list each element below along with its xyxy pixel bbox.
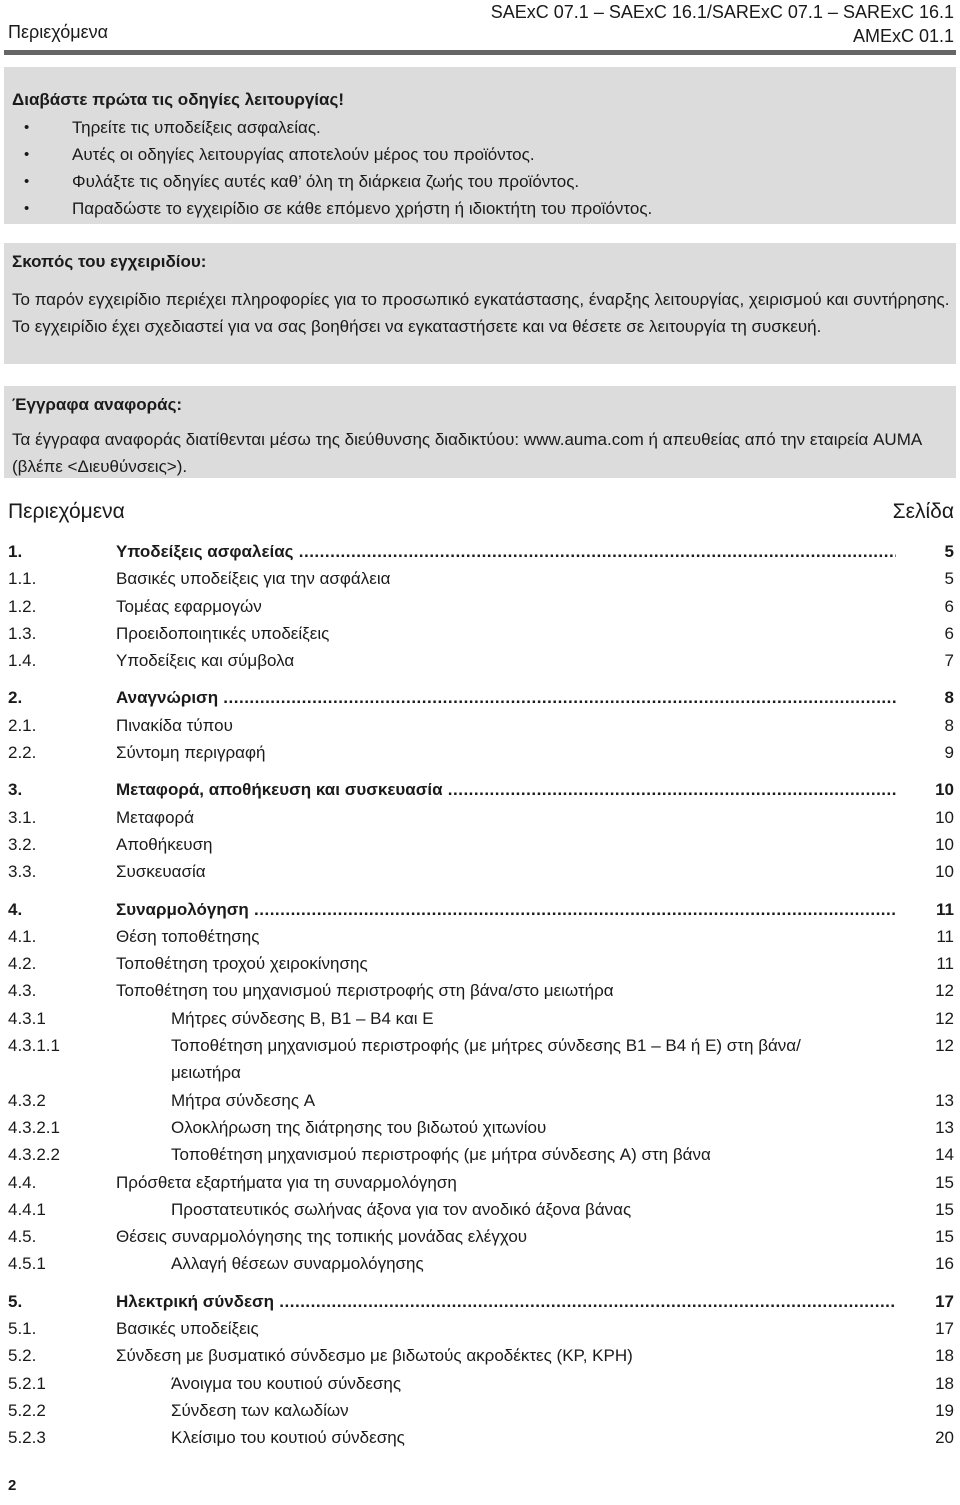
- toc-entry-number: 4.3.: [8, 981, 37, 1001]
- notice-bullet: • Φυλάξτε τις οδηγίες αυτές καθ’ όλη τη διάρκεια ζωής του προϊόντος.: [12, 168, 956, 195]
- toc-entry-page: 13: [935, 1090, 954, 1110]
- toc-chapter-entry[interactable]: [8, 1288, 954, 1315]
- toc-entry-page: 14: [935, 1145, 954, 1165]
- purpose-text: Το παρόν εγχειρίδιο περιέχει πληροφορίες για το προσωπικό εγκατάστασης, έναρξης λειτουργίας, χειρισμού και συντήρησης. Το εγχειρίδιο έχει σχεδιαστεί για να σας βοηθήσει να εγκαταστήσετε και να θέσετε σε λειτουργία τη συσκευή.: [12, 290, 950, 336]
- toc-entry-number: 4.3.1: [8, 1008, 46, 1028]
- toc-chapter-entry[interactable]: [8, 538, 954, 565]
- toc-entry-page: 6: [944, 596, 954, 616]
- references-title: Έγγραφα αναφοράς:: [12, 395, 183, 414]
- toc-entry[interactable]: [8, 1424, 954, 1451]
- toc-entry-title: Κλείσιμο του κουτιού σύνδεσης: [171, 1428, 405, 1448]
- toc-entry-title: Μήτρες σύνδεσης B, B1 – B4 και E: [171, 1008, 434, 1028]
- notice-bullet: • Παραδώστε το εγχειρίδιο σε κάθε επόμενο χρήστη ή ιδιοκτήτη του προϊόντος.: [12, 195, 956, 222]
- toc-entry-number: 1.2.: [8, 596, 37, 616]
- toc-entry-page: 15: [935, 1227, 954, 1247]
- toc-entry-number: 2.: [8, 688, 23, 708]
- page-header: [0, 0, 960, 60]
- toc-entry[interactable]: [8, 593, 954, 620]
- header-product-models: [491, 0, 954, 48]
- toc-entry-title: Τοποθέτηση μηχανισμού περιστροφής (με μήτρες σύνδεσης B1 – B4 ή E) στη βάνα/μειωτήρα: [171, 1036, 801, 1083]
- toc-entry-title: Τοποθέτηση του μηχανισμού περιστροφής στη βάνα/στο μειωτήρα: [116, 981, 614, 1001]
- toc-entry-title: Θέση τοποθέτησης: [116, 926, 260, 946]
- toc-entry-page: 11: [936, 926, 954, 946]
- toc-entry-number: 4.: [8, 899, 23, 919]
- toc-entry-page: 12: [935, 1036, 954, 1056]
- toc-entry-number: 3.2.: [8, 834, 37, 854]
- toc-entry[interactable]: [8, 831, 954, 858]
- toc-entry[interactable]: [8, 858, 954, 885]
- toc-entry-title: Θέσεις συναρμολόγησης της τοπικής μονάδας ελέγχου: [116, 1227, 528, 1247]
- toc-entry-page: 15: [935, 1199, 954, 1219]
- toc-entry-number: 1.: [8, 542, 23, 561]
- notice-title: Διαβάστε πρώτα τις οδηγίες λειτουργίας!: [12, 90, 344, 109]
- toc-entry-number: 2.2.: [8, 743, 37, 763]
- toc-entry-number: 5.2.3: [8, 1428, 46, 1448]
- toc-entry-title: Υποδείξεις ασφαλείας .....: [116, 538, 896, 565]
- toc-entry[interactable]: [8, 1032, 954, 1087]
- toc-entry-page: 10: [935, 807, 954, 827]
- toc-entry[interactable]: [8, 620, 954, 647]
- toc-entry-page: 5: [927, 538, 954, 565]
- toc-entry-number: 4.4.: [8, 1172, 37, 1192]
- toc-entry-number: 4.3.2: [8, 1090, 46, 1110]
- header-models-line2: AMExC 01.1: [852, 26, 954, 46]
- purpose-title: Σκοπός του εγχειριδίου:: [12, 252, 207, 271]
- toc-entry[interactable]: [8, 1169, 954, 1196]
- toc-entry[interactable]: [8, 1342, 954, 1369]
- toc-entry-title: Πρόσθετα εξαρτήματα για τη συναρμολόγηση: [116, 1172, 457, 1192]
- toc-entry-number: 4.5.1: [8, 1254, 46, 1274]
- toc-entry-number: 5.1.: [8, 1319, 37, 1339]
- toc-heading: Περιεχόμενα: [8, 500, 125, 523]
- toc-entry-title: Τομέας εφαρμογών: [116, 596, 262, 616]
- notice-box: [4, 67, 956, 224]
- toc-entry-title: Συναρμολόγηση .....: [116, 896, 896, 923]
- toc-entry-title: Αποθήκευση: [116, 834, 213, 854]
- page-number: 2: [8, 1477, 17, 1494]
- toc-entry[interactable]: [8, 950, 954, 977]
- toc-entry-page: 16: [935, 1254, 954, 1274]
- toc-entry[interactable]: [8, 1223, 954, 1250]
- notice-bullet-list: [12, 114, 956, 222]
- toc-entry[interactable]: [8, 1315, 954, 1342]
- toc-entry[interactable]: [8, 712, 954, 739]
- toc-entry-number: 5.2.2: [8, 1400, 46, 1420]
- toc-entry-page: 7: [944, 651, 954, 671]
- toc-header: [8, 500, 954, 528]
- toc-entry-title: Βασικές υποδείξεις για την ασφάλεια: [116, 569, 391, 589]
- purpose-box: [4, 243, 956, 364]
- toc-entry[interactable]: [8, 1087, 954, 1114]
- toc-chapter-entry[interactable]: [8, 776, 954, 803]
- toc-chapter-entry[interactable]: [8, 896, 954, 923]
- toc-entry-page: 11: [918, 896, 954, 923]
- toc-entry[interactable]: [8, 1250, 954, 1277]
- toc-entry-title: Τοποθέτηση μηχανισμού περιστροφής (με μήτρα σύνδεσης A) στη βάνα: [171, 1145, 711, 1165]
- toc-entry-title: Μεταφορά, αποθήκευση και συσκευασία .....: [116, 776, 896, 803]
- toc-chapter-entry[interactable]: [8, 684, 954, 711]
- toc-entry-number: 3.1.: [8, 807, 37, 827]
- toc-entry-title: Μεταφορά: [116, 807, 195, 827]
- toc-entry-page: 17: [935, 1319, 954, 1339]
- toc-entry-page: 12: [935, 1008, 954, 1028]
- toc-entry-title: Μήτρα σύνδεσης A: [171, 1090, 316, 1110]
- references-text: Τα έγγραφα αναφοράς διατίθενται μέσω της διεύθυνσης διαδικτύου: www.auma.com ή απευθείας από την εταιρεία AUMA (βλέπε <Διευθύνσεις>).: [12, 430, 922, 476]
- toc-entry-title: Ολοκλήρωση της διάτρησης του βιδωτού χιτωνίου: [171, 1117, 547, 1137]
- toc-entry-number: 3.: [8, 780, 23, 800]
- toc-entry-title: Πινακίδα τύπου: [116, 715, 233, 735]
- toc-entry-page: 12: [935, 981, 954, 1001]
- toc-entry-page: 9: [944, 743, 954, 763]
- toc-entry-page: 13: [935, 1117, 954, 1137]
- toc-page-heading: Σελίδα: [892, 500, 954, 523]
- toc-entry[interactable]: [8, 1397, 954, 1424]
- toc-entry[interactable]: [8, 1141, 954, 1168]
- notice-bullet: • Αυτές οι οδηγίες λειτουργίας αποτελούν μέρος του προϊόντος.: [12, 141, 956, 168]
- toc-entry-title: Ηλεκτρική σύνδεση .....: [116, 1288, 896, 1315]
- toc-entry-number: 5.2.: [8, 1346, 37, 1366]
- toc-entry[interactable]: [8, 739, 954, 766]
- toc-entry-number: 4.5.: [8, 1227, 37, 1247]
- toc-entry-number: 4.3.1.1: [8, 1036, 60, 1056]
- toc-entry-page: 11: [936, 954, 954, 974]
- toc-entry-number: 5.: [8, 1291, 23, 1311]
- header-models-line1: SAExC 07.1 – SAExC 16.1/SARExC 07.1 – SARExC 16.1: [490, 2, 954, 22]
- toc-entry[interactable]: [8, 1196, 954, 1223]
- toc-entry-page: 10: [917, 776, 954, 803]
- toc-entry[interactable]: [8, 804, 954, 831]
- toc-entry-title: Προστατευτικός σωλήνας άξονα για τον ανοδικό άξονα βάνας: [171, 1199, 632, 1219]
- toc-entry-number: 1.3.: [8, 623, 37, 643]
- toc-entry-page: 19: [935, 1400, 954, 1420]
- toc-entry-page: 10: [935, 862, 954, 882]
- toc-entry[interactable]: [8, 1005, 954, 1032]
- toc-entry-page: 18: [935, 1346, 954, 1366]
- toc-entry-title: Αλλαγή θέσεων συναρμολόγησης: [171, 1254, 424, 1274]
- toc-entry-title: Σύνδεση με βυσματικό σύνδεσμο με βιδωτούς ακροδέκτες (KP, KPH): [116, 1346, 633, 1366]
- toc-entry-title: Συσκευασία: [116, 862, 206, 882]
- toc-entry-page: 8: [944, 715, 954, 735]
- toc-entry-title: Σύντομη περιγραφή: [116, 743, 266, 763]
- toc-entry-page: 5: [944, 569, 954, 589]
- notice-bullet: • Τηρείτε τις υποδείξεις ασφαλείας.: [12, 114, 956, 141]
- header-divider: [4, 50, 956, 55]
- table-of-contents: [8, 538, 954, 1452]
- toc-entry-page: 20: [935, 1428, 954, 1448]
- toc-entry[interactable]: [8, 1370, 954, 1397]
- toc-entry-number: 3.3.: [8, 862, 37, 882]
- toc-entry-number: 4.3.2.2: [8, 1145, 60, 1165]
- toc-entry-number: 1.4.: [8, 651, 37, 671]
- toc-entry[interactable]: [8, 977, 954, 1004]
- toc-entry-title: Τοποθέτηση τροχού χειροκίνησης: [116, 954, 368, 974]
- toc-entry-page: 17: [917, 1288, 954, 1315]
- toc-entry-title: Σύνδεση των καλωδίων: [171, 1400, 349, 1420]
- toc-entry-number: 4.4.1: [8, 1199, 46, 1219]
- toc-entry-title: Προειδοποιητικές υποδείξεις: [116, 623, 330, 643]
- toc-entry-page: 10: [935, 834, 954, 854]
- toc-entry-page: 6: [944, 623, 954, 643]
- toc-entry-title: Άνοιγμα του κουτιού σύνδεσης: [171, 1373, 402, 1393]
- header-section-title: Περιεχόμενα: [8, 22, 109, 42]
- references-box: [4, 386, 956, 478]
- toc-entry-number: 2.1.: [8, 715, 37, 735]
- toc-entry-title: Υποδείξεις και σύμβολα: [116, 651, 295, 671]
- toc-entry-title: Βασικές υποδείξεις: [116, 1319, 259, 1339]
- toc-entry[interactable]: [8, 923, 954, 950]
- toc-entry-page: 18: [935, 1373, 954, 1393]
- toc-entry-number: 4.2.: [8, 954, 37, 974]
- toc-entry-number: 5.2.1: [8, 1373, 46, 1393]
- toc-entry-number: 4.1.: [8, 926, 37, 946]
- toc-entry[interactable]: [8, 647, 954, 674]
- toc-entry-number: 4.3.2.1: [8, 1117, 60, 1137]
- toc-entry[interactable]: [8, 1114, 954, 1141]
- toc-entry[interactable]: [8, 565, 954, 592]
- toc-entry-title: Αναγνώριση .....: [116, 684, 896, 711]
- toc-entry-page: 15: [935, 1172, 954, 1192]
- toc-entry-page: 8: [927, 684, 954, 711]
- toc-entry-number: 1.1.: [8, 569, 37, 589]
